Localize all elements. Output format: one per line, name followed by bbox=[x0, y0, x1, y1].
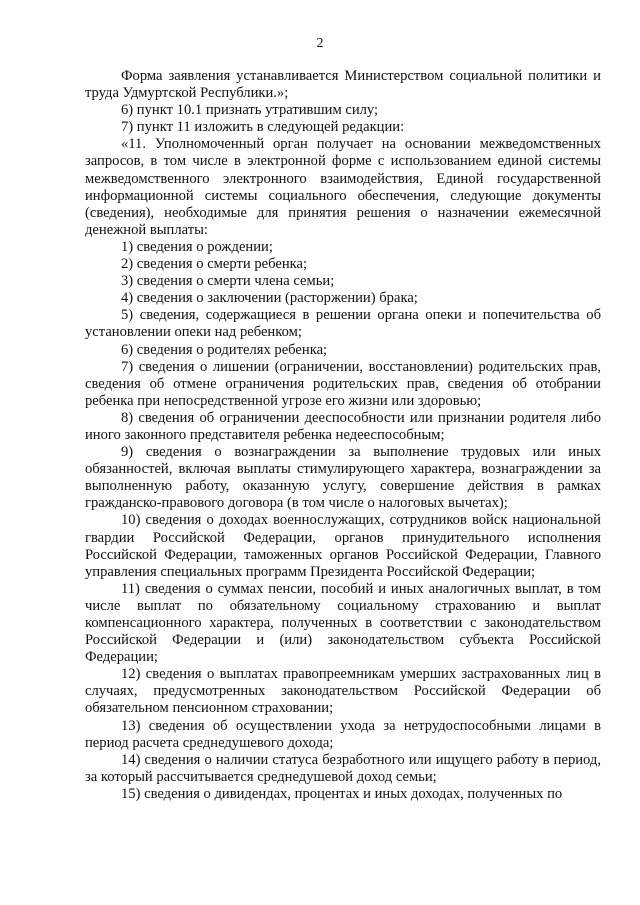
list-item: 10) сведения о доходах военнослужащих, сотрудников войск национальной гвардии Российской Федерации, органов принудительного исполнения Российской Федерации, таможенных органов Российской Федерации, Главного управления специальных программ Президента Российской Федерации; bbox=[85, 512, 601, 580]
list-item: 9) сведения о вознаграждении за выполнение трудовых или иных обязанностей, включая выплаты стимулирующего характера, вознаграждении за выполненную работу, оказанную услугу, совершение действия в рамках гражданско-правового договора (в том числе о налоговых вычетах); bbox=[85, 444, 601, 512]
list-item: 11) сведения о суммах пенсии, пособий и иных аналогичных выплат, в том числе выплат по обязательному социальному страхованию и выплат компенсационного характера, полученных в соответствии с законодательством Российской Федерации и (или) законодательством субъекта Российской Федерации; bbox=[85, 580, 601, 666]
paragraph-application-form: Форма заявления устанавливается Министерством социальной политики и труда Удмуртской Республики.»; bbox=[85, 68, 601, 102]
list-item: 7) сведения о лишении (ограничении, восстановлении) родительских прав, сведения об отмене ограничения родительских прав, сведения об отобрании ребенка при непосредственной угрозе его жизни или здоровью; bbox=[85, 358, 601, 409]
list-item: 8) сведения об ограничении дееспособности или признании родителя либо иного законного представителя ребенка недееспособным; bbox=[85, 409, 601, 443]
paragraph-item-7: 7) пункт 11 изложить в следующей редакции: bbox=[121, 119, 405, 136]
list-item: 5) сведения, содержащиеся в решении органа опеки и попечительства об установлении опеки над ребенком; bbox=[85, 307, 601, 341]
list-item: 4) сведения о заключении (расторжении) брака; bbox=[121, 290, 418, 307]
list-item: 3) сведения о смерти члена семьи; bbox=[121, 273, 335, 290]
paragraph-clause-11: «11. Уполномоченный орган получает на основании межведомственных запросов, в том числе в электронной форме с использованием единой системы межведомственного электронного взаимодействия, Единой государственной информационной системы социального обеспечения, следующие документы (сведения), необходимые для принятия решения о назначении ежемесячной денежной выплаты: bbox=[85, 136, 601, 238]
list-item: 2) сведения о смерти ребенка; bbox=[121, 256, 308, 273]
list-item: 14) сведения о наличии статуса безработного или ищущего работу в период, за который рассчитывается среднедушевой доход семьи; bbox=[85, 751, 601, 785]
paragraph-item-6: 6) пункт 10.1 признать утратившим силу; bbox=[121, 102, 379, 119]
page-number: 2 bbox=[316, 36, 324, 51]
list-item: 6) сведения о родителях ребенка; bbox=[121, 341, 328, 358]
list-item: 13) сведения об осуществлении ухода за нетрудоспособными лицами в период расчета среднедушевого дохода; bbox=[85, 717, 601, 751]
list-item: 12) сведения о выплатах правопреемникам умерших застрахованных лиц в случаях, предусмотренных законодательством Российской Федерации об обязательном пенсионном страховании; bbox=[85, 666, 601, 717]
list-item: 1) сведения о рождении; bbox=[121, 238, 273, 255]
list-item: 15) сведения о дивидендах, процентах и иных доходах, полученных по bbox=[121, 785, 563, 802]
document-body bbox=[85, 68, 601, 803]
